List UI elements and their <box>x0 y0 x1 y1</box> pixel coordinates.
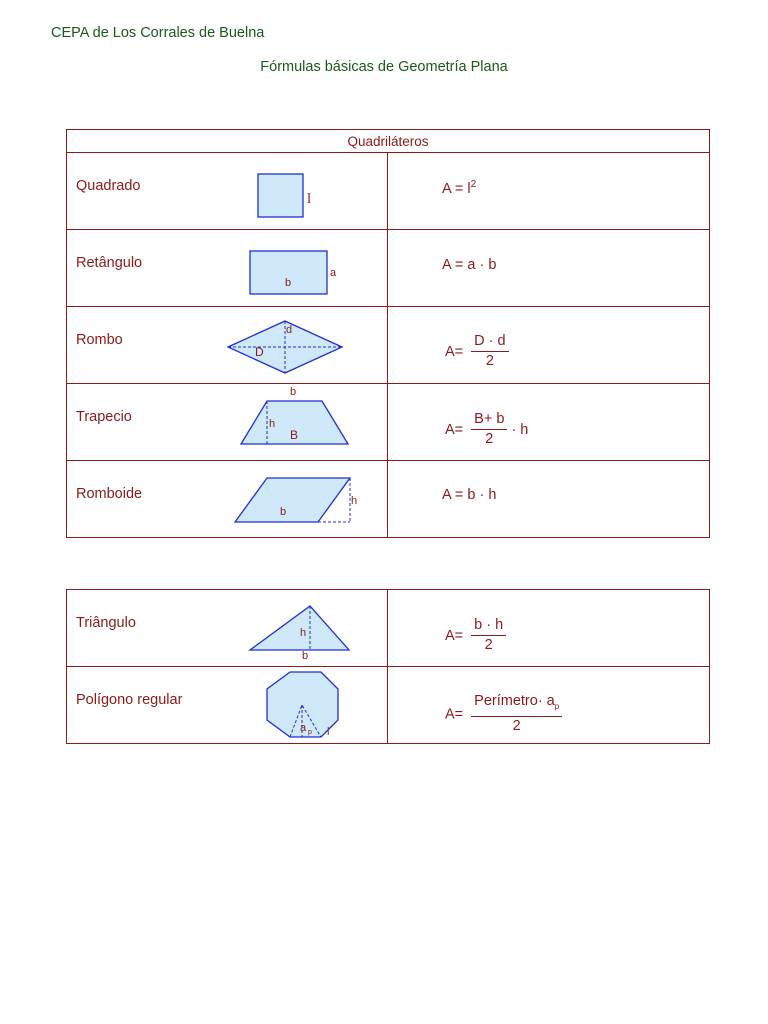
trapezoid-formula-numerator: B+ b <box>471 411 507 430</box>
rhomboid-shape <box>235 478 350 522</box>
triangle-figure <box>67 590 388 666</box>
rhomboid-area-formula: A = b · h <box>442 487 497 503</box>
polygon-numerator-subscript: p <box>554 701 560 711</box>
quadrilaterals-table <box>66 129 710 538</box>
other-shapes-table <box>66 589 710 744</box>
octagon-apothem-subscript: p <box>308 729 312 736</box>
quadrilaterals-caption: Quadriláteros <box>67 130 710 153</box>
rhomboid-height-label: h <box>351 495 358 507</box>
institution-name: CEPA de Los Corrales de Buelna <box>51 25 265 41</box>
rhomboid-base-label: b <box>280 506 287 518</box>
rhombus-figure <box>67 307 388 383</box>
triangle-formula-prefix: A= <box>445 627 464 644</box>
table-row <box>67 307 710 384</box>
triangle-area-formula <box>445 617 506 655</box>
table-row <box>67 230 710 307</box>
trapezoid-formula-denominator: 2 <box>485 431 494 447</box>
page-title: Fórmulas básicas de Geometría Plana <box>260 59 508 75</box>
square-shape <box>258 174 303 217</box>
rhombus-formula-fraction <box>471 333 508 371</box>
triangle-base-label: b <box>302 650 309 662</box>
trapezoid-formula-prefix: A= <box>445 421 464 438</box>
rhombus-major-diagonal-label: D <box>255 345 264 359</box>
table-row <box>67 384 710 461</box>
square-figure <box>67 153 388 229</box>
polygon-formula-denominator: 2 <box>512 717 521 734</box>
table-row <box>67 590 710 667</box>
octagon-side-label: l <box>327 726 330 738</box>
rectangle-area-formula: A = a · b <box>442 257 497 273</box>
rectangle-height-label: a <box>330 267 337 279</box>
rectangle-base-label: b <box>285 277 292 289</box>
triangle-formula-fraction <box>471 617 506 655</box>
square-formula-text: A = l <box>442 180 471 197</box>
polygon-area-formula <box>445 693 562 736</box>
square-side-label: l <box>307 191 312 207</box>
rhombus-minor-diagonal-label: d <box>286 324 293 336</box>
shape-name-rhomboid: Romboide <box>76 486 143 502</box>
shape-name-rhombus: Rombo <box>76 332 123 348</box>
rectangle-figure <box>67 230 388 306</box>
polygon-formula-fraction <box>471 693 562 736</box>
triangle-formula-denominator: 2 <box>484 637 493 653</box>
square-area-formula <box>442 179 476 197</box>
table-row <box>67 667 710 744</box>
trapezoid-area-formula <box>445 411 528 449</box>
polygon-numerator-text: Perímetro· a <box>474 693 555 709</box>
polygon-formula-prefix: A= <box>445 706 464 723</box>
polygon-formula-numerator <box>471 693 562 717</box>
rhombus-formula-denominator: 2 <box>485 353 494 369</box>
trapezoid-figure <box>67 384 388 460</box>
shape-name-square: Quadrado <box>76 178 141 194</box>
octagon-figure <box>67 667 388 743</box>
shape-name-regular-polygon: Polígono regular <box>76 692 183 708</box>
rhombus-area-formula <box>445 333 509 371</box>
shape-name-triangle: Triângulo <box>76 615 136 631</box>
shape-name-rectangle: Retângulo <box>76 255 143 271</box>
square-formula-exponent: 2 <box>470 179 477 190</box>
trapezoid-height-label: h <box>269 418 276 430</box>
rhombus-formula-numerator: D · d <box>471 333 508 352</box>
trapezoid-top-label: b <box>290 386 297 398</box>
trapezoid-formula-suffix: · h <box>511 421 529 438</box>
rhombus-formula-prefix: A= <box>445 343 464 360</box>
shape-name-trapezoid: Trapecio <box>76 409 132 425</box>
trapezoid-formula-fraction <box>471 411 507 449</box>
table-row <box>67 461 710 538</box>
triangle-formula-numerator: b · h <box>471 617 506 636</box>
trapezoid-base-label: B <box>290 428 299 442</box>
octagon-apothem-label: a <box>300 722 307 734</box>
rhomboid-figure <box>67 461 388 537</box>
table-row <box>67 153 710 230</box>
triangle-height-label: h <box>300 627 307 639</box>
